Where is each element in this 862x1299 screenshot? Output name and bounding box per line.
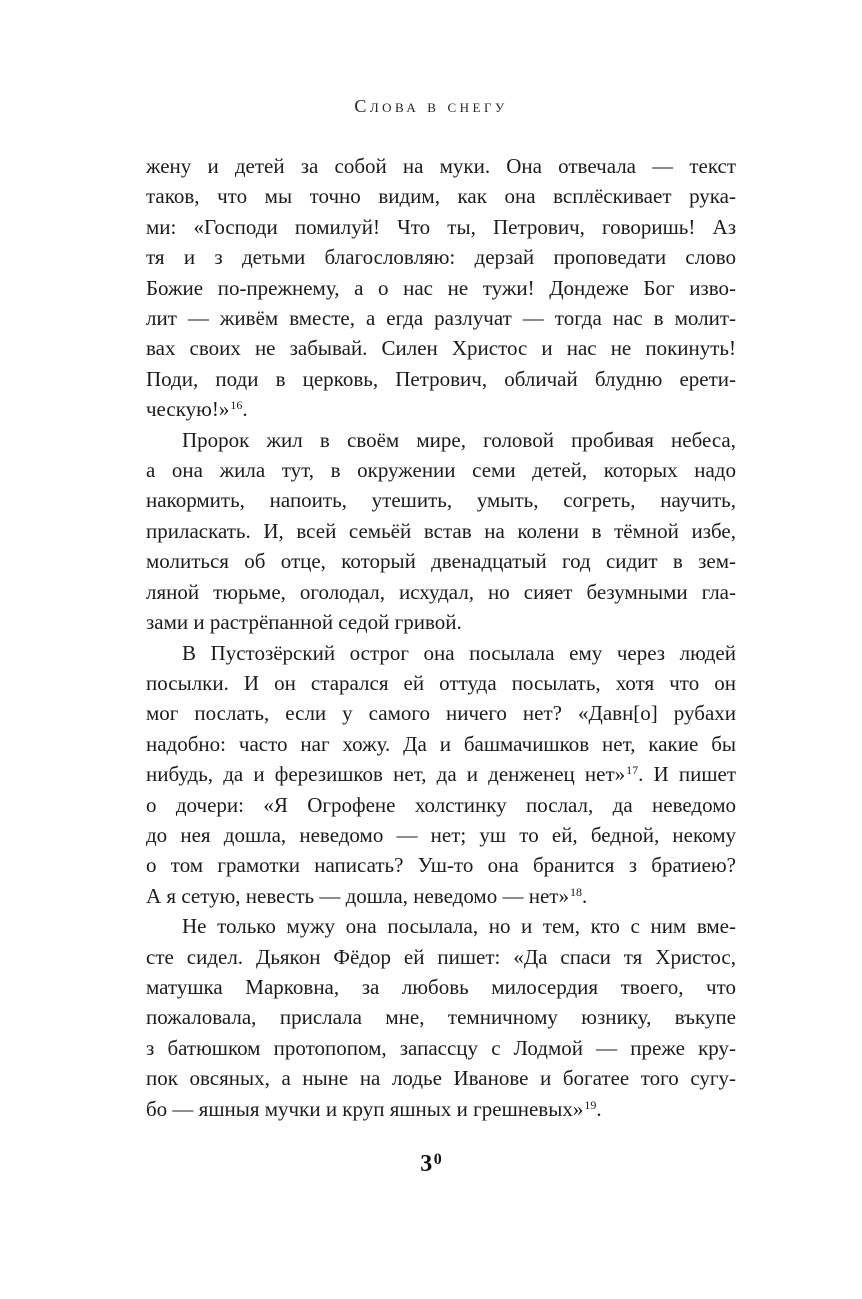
text-line: мог послать, если у самого ничего нет? «Давн[о] рубахи [146, 701, 736, 726]
text-line: о дочери: «Я Огрофене холстинку послал, да неведомо [146, 792, 736, 817]
page-number-digit: 0 [433, 1151, 442, 1168]
text-line: о том грамотки написать? Уш-то она бранится з братиею? [146, 853, 736, 878]
text-line: лит — живём вместе, а егда разлучат — тогда нас в молит- [146, 306, 736, 331]
text-line: з батюшком протопопом, запассцу с Лодмой — преже кру- [146, 1035, 736, 1060]
text-line: нибудь, да и ферезишков нет, да и денженец нет»$^{17}$. И пишет [146, 762, 736, 787]
paragraph [146, 425, 736, 638]
text-line: молиться об отце, который двенадцатый год сидит в зем- [146, 549, 736, 574]
footnote-ref: 17 [626, 763, 639, 778]
text-line: Поди, поди в церковь, Петрович, обличай блудню ерети- [146, 366, 736, 391]
footnote-ref: 16 [230, 398, 243, 413]
text-line: ческую!»$^{16}$. [146, 397, 248, 422]
footnote-ref: 18 [569, 884, 582, 899]
text-line: до нея дошла, неведомо — нет; уш то ей, бедной, некому [146, 822, 736, 847]
text-line: зами и растрёпанной седой гривой. [146, 610, 462, 635]
text-line: надобно: часто наг хожу. Да и башмачишков нет, какие бы [146, 731, 736, 756]
page-body [146, 151, 736, 1124]
text-line: вах своих не забывай. Силен Христос и нас не покинуть! [146, 336, 736, 361]
text-line: приласкать. И, всей семьёй встав на колени в тёмной избе, [146, 518, 736, 543]
text-line: таков, что мы точно видим, как она всплёскивает рука- [146, 184, 736, 209]
paragraph [146, 638, 736, 912]
text-line: А я сетую, невесть — дошла, неведомо — нет»$^{18}$. [146, 883, 588, 908]
text-line: бо — яшныя мучки и круп яшных и грешневых»$^{19}$. [146, 1096, 602, 1121]
text-line: ляной тюрьме, оголодал, исхудал, но сияет безумными гла- [146, 579, 736, 604]
text-line: В Пустозёрский острог она посылала ему через людей [182, 640, 736, 665]
page-number-digit: 3 [420, 1151, 434, 1177]
text-line: Не только мужу она посылала, но и тем, кто с ним вме- [182, 914, 736, 939]
text-line: матушка Марковна, за любовь милосердия твоего, что [146, 974, 736, 999]
text-line: пожаловала, прислала мне, темничному юзнику, въкупе [146, 1005, 736, 1030]
paragraph [146, 911, 736, 1124]
text-line: ми: «Господи помилуй! Что ты, Петрович, говоришь! Аз [146, 214, 736, 239]
text-line: сте сидел. Дьякон Фёдор ей пишет: «Да спаси тя Христос, [146, 944, 736, 969]
text-line: Пророк жил в своём мире, головой пробивая небеса, [182, 427, 736, 452]
paragraph [146, 151, 736, 425]
text-line: Божие по-прежнему, а о нас не тужи! Дондеже Бог изво- [146, 275, 736, 300]
footnote-ref: 19 [584, 1097, 597, 1112]
running-head: Слова в снегу [354, 96, 508, 116]
text-line: накормить, напоить, утешить, умыть, согреть, научить, [146, 488, 736, 513]
page-number [0, 1151, 862, 1178]
text-line: а она жила тут, в окружении семи детей, которых надо [146, 458, 736, 483]
text-line: жену и детей за собой на муки. Она отвечала — текст [146, 154, 736, 178]
text-line: посылки. И он старался ей оттуда посылать, хотя что он [146, 670, 736, 695]
text-line: тя и з детьми благословляю: дерзай проповедати слово [146, 245, 736, 270]
text-line: пок овсяных, а ныне на лодье Иванове и богатее того сугу- [146, 1066, 736, 1091]
